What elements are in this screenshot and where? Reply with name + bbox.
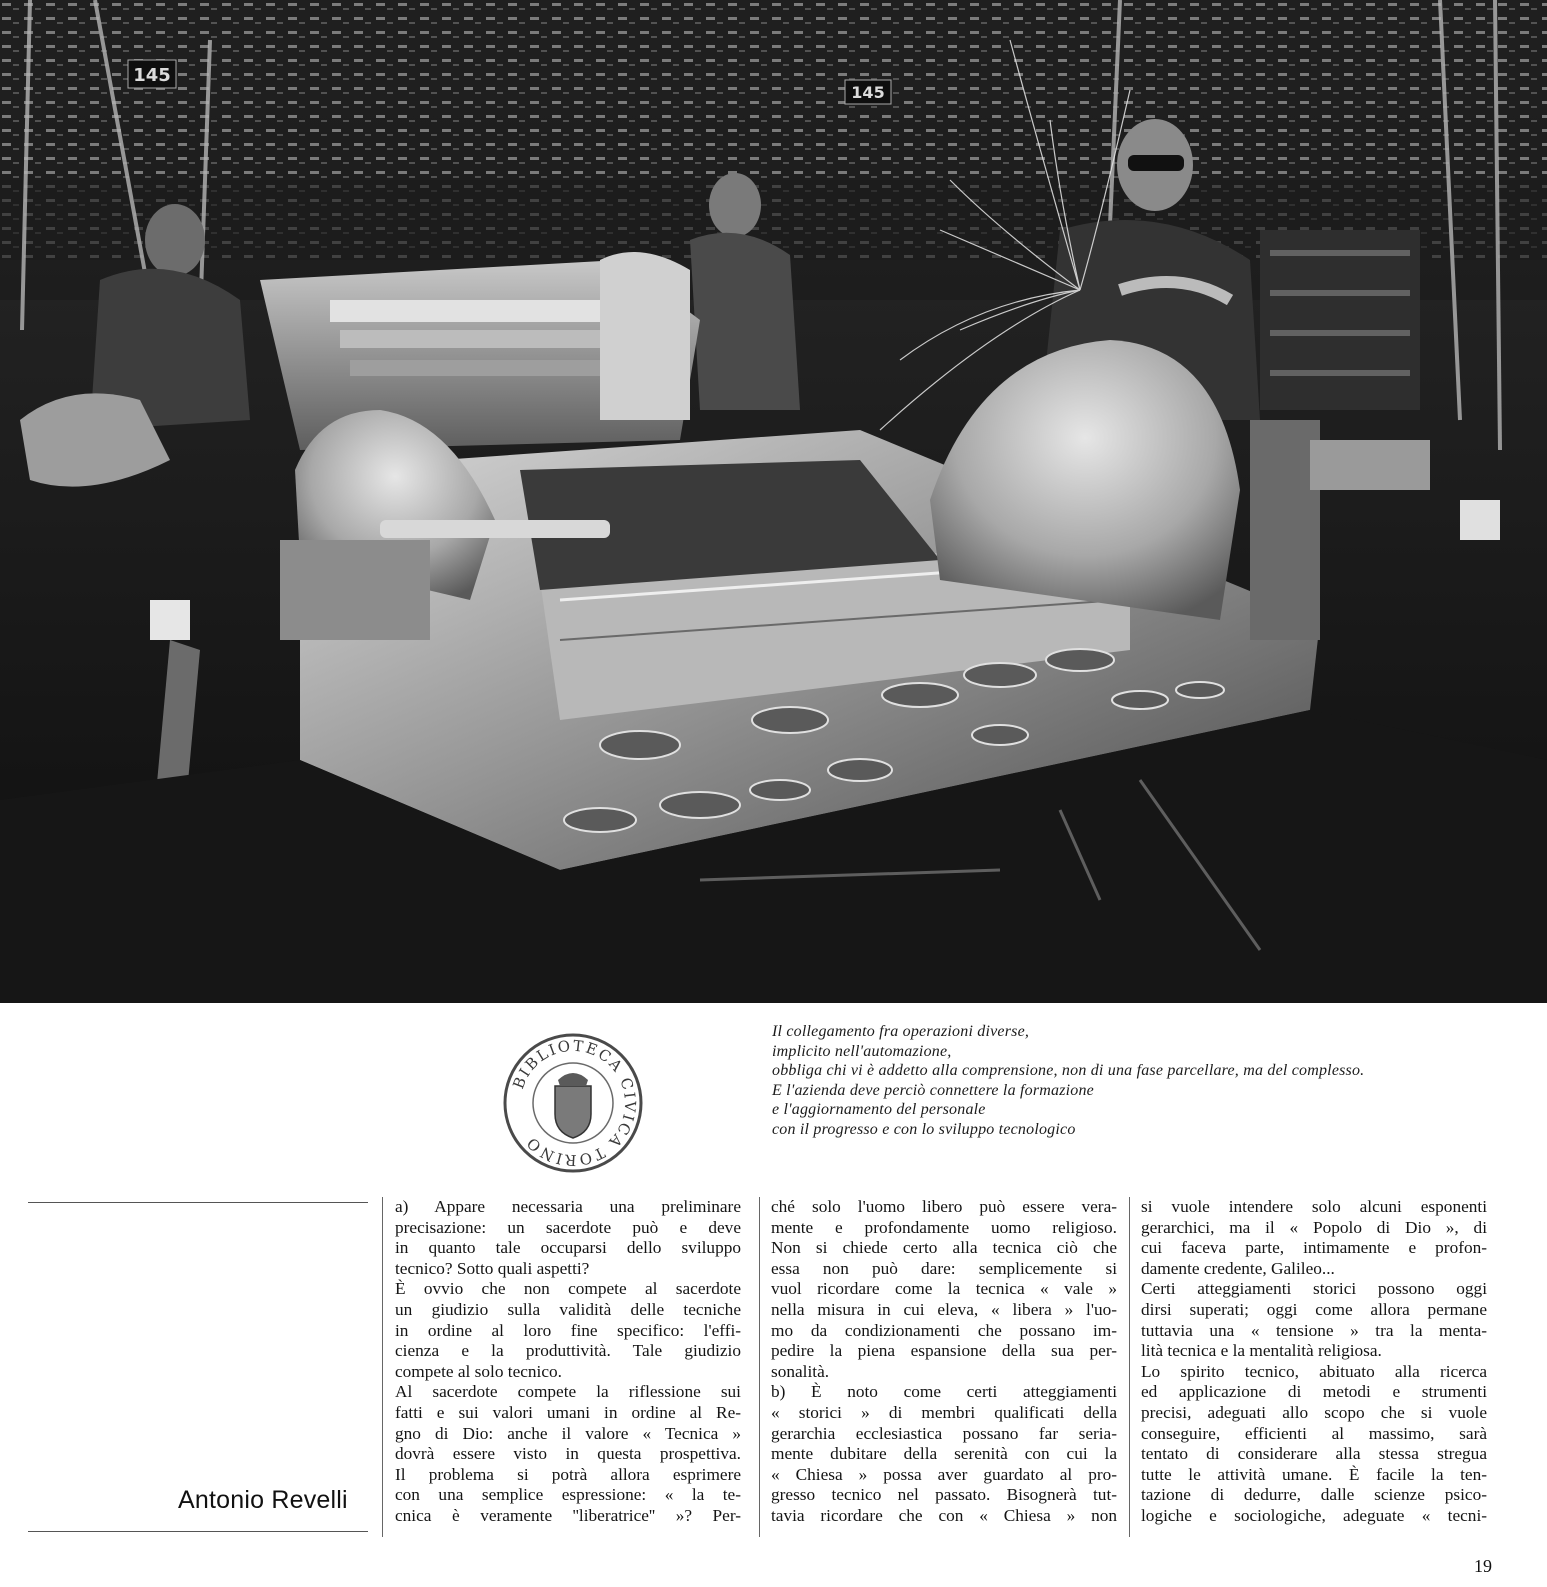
text-line: damente credente, Galileo...: [1141, 1258, 1335, 1278]
text-line: dirsi superati; oggi come allora permane: [1141, 1299, 1487, 1319]
text-column-3: [1141, 1197, 1487, 1527]
station-sign: [128, 60, 176, 88]
text-line: tazione di dedurre, dalle scienze psico-: [1141, 1485, 1487, 1505]
photo-caption: [772, 1022, 1532, 1139]
svg-text:145: 145: [851, 83, 885, 102]
text-line: cui faceva parte, intimamente e profon-: [1141, 1238, 1487, 1258]
text-line: « Chiesa » possa aver guardato al pro-: [771, 1464, 1117, 1484]
text-line: compete al solo tecnico.: [395, 1361, 562, 1381]
author-rule-bottom: [28, 1531, 368, 1532]
text-line: Al sacerdote compete la riflessione sui: [395, 1382, 741, 1402]
caption-line: E l'azienda deve perciò connettere la formazione: [772, 1081, 1094, 1099]
station-sign: [845, 80, 891, 104]
text-line: sonalità.: [771, 1361, 830, 1381]
text-line: Lo spirito tecnico, abituato alla ricerca: [1141, 1361, 1487, 1381]
svg-text:145: 145: [133, 65, 171, 86]
text-line: È ovvio che non compete al sacerdote: [395, 1279, 741, 1299]
text-line: vuol ricordare come la tecnica « vale »: [771, 1279, 1117, 1299]
stamp-text: BIBLIOTECA CIVICA TORINO: [509, 1036, 640, 1170]
page-number: 19: [1474, 1556, 1492, 1576]
text-line: gresso tecnico nel passato. Bisognerà tut-: [771, 1485, 1117, 1505]
text-line: tuttavia una « tensione » tra la menta-: [1141, 1320, 1487, 1340]
text-line: dovrà essere visto in questa prospettiva.: [395, 1444, 741, 1464]
caption-line: implicito nell'automazione,: [772, 1042, 952, 1060]
text-line: Non si chiede certo alla tecnica ciò che: [771, 1238, 1117, 1258]
text-line: tutte le attività umane. È facile la ten-: [1141, 1464, 1487, 1484]
caption-line: e l'aggiornamento del personale: [772, 1101, 986, 1118]
text-line: mente dubitare della serenità con cui la: [771, 1444, 1117, 1464]
text-line: in ordine al loro fine specifico: l'effi-: [395, 1320, 741, 1340]
text-line: precisazione: un sacerdote può e deve: [395, 1217, 741, 1237]
text-line: b) È noto come certi atteggiamenti: [771, 1382, 1117, 1402]
text-column-1: [395, 1197, 741, 1527]
text-line: Il problema si potrà allora esprimere: [395, 1464, 741, 1484]
text-line: Certi atteggiamenti storici possono oggi: [1141, 1279, 1487, 1299]
text-line: pedire la piena espansione della sua per-: [771, 1341, 1117, 1361]
text-line: conseguire, efficienti al massimo, sarà: [1141, 1423, 1487, 1443]
text-line: a) Appare necessaria una preliminare: [395, 1197, 741, 1216]
text-line: precisi, adeguati allo scopo che si vuole: [1141, 1402, 1487, 1422]
text-line: nella misura in cui eleva, « libera » l'uo-: [771, 1299, 1117, 1319]
author-rule-top: [28, 1202, 368, 1203]
text-line: con una semplice espressione: « la te-: [395, 1485, 741, 1505]
text-line: logiche e sociologiche, adeguate « tecni-: [1141, 1505, 1487, 1525]
crest-icon: [555, 1086, 591, 1138]
text-line: « storici » di membri qualificati della: [771, 1402, 1117, 1422]
library-stamp: [498, 1028, 648, 1178]
text-line: essa non può dare: semplicemente si: [771, 1258, 1117, 1278]
caption-line: obbliga chi vi è addetto alla comprensione, non di una fase parcellare, ma del complesso.: [772, 1062, 1365, 1079]
caption-line: Il collegamento fra operazioni diverse,: [772, 1023, 1030, 1040]
text-line: si vuole intendere solo alcuni esponenti: [1141, 1197, 1487, 1216]
text-line: cnica è veramente ''liberatrice'' »? Per-: [395, 1505, 741, 1525]
text-line: tecnico? Sotto quali aspetti?: [395, 1258, 590, 1278]
text-line: fatti e sui valori umani in ordine al Re-: [395, 1402, 741, 1422]
text-line: ché solo l'uomo libero può essere vera-: [771, 1197, 1117, 1216]
text-line: un giudizio sulla validità delle tecniche: [395, 1299, 741, 1319]
text-line: cienza e la produttività. Tale giudizio: [395, 1341, 741, 1361]
text-line: mente e profondamente uomo religioso.: [771, 1217, 1117, 1237]
text-line: gerarchici, ma il « Popolo di Dio », di: [1141, 1217, 1487, 1237]
text-line: tentato di considerare alla stessa stregua: [1141, 1444, 1487, 1464]
column-divider: [759, 1197, 760, 1537]
column-divider: [1129, 1197, 1130, 1537]
column-divider: [382, 1197, 383, 1537]
text-line: lità tecnica e la mentalità religiosa.: [1141, 1341, 1382, 1361]
text-line: tavia ricordare che con « Chiesa » non: [771, 1505, 1117, 1525]
text-line: in quanto tale occuparsi dello sviluppo: [395, 1238, 741, 1258]
caption-line: con il progresso e con lo sviluppo tecnologico: [772, 1120, 1076, 1138]
text-line: gerarchia ecclesiastica possano far seria-: [771, 1423, 1117, 1443]
car-body-background: [260, 252, 700, 450]
text-line: gno di Dio: anche il valore « Tecnica »: [395, 1423, 741, 1443]
text-column-2: [771, 1197, 1117, 1527]
text-line: mo da condizionamenti che possano im-: [771, 1320, 1117, 1340]
author-name: Antonio Revelli: [178, 1486, 348, 1514]
text-line: ed applicazione di metodi e strumenti: [1141, 1382, 1487, 1402]
